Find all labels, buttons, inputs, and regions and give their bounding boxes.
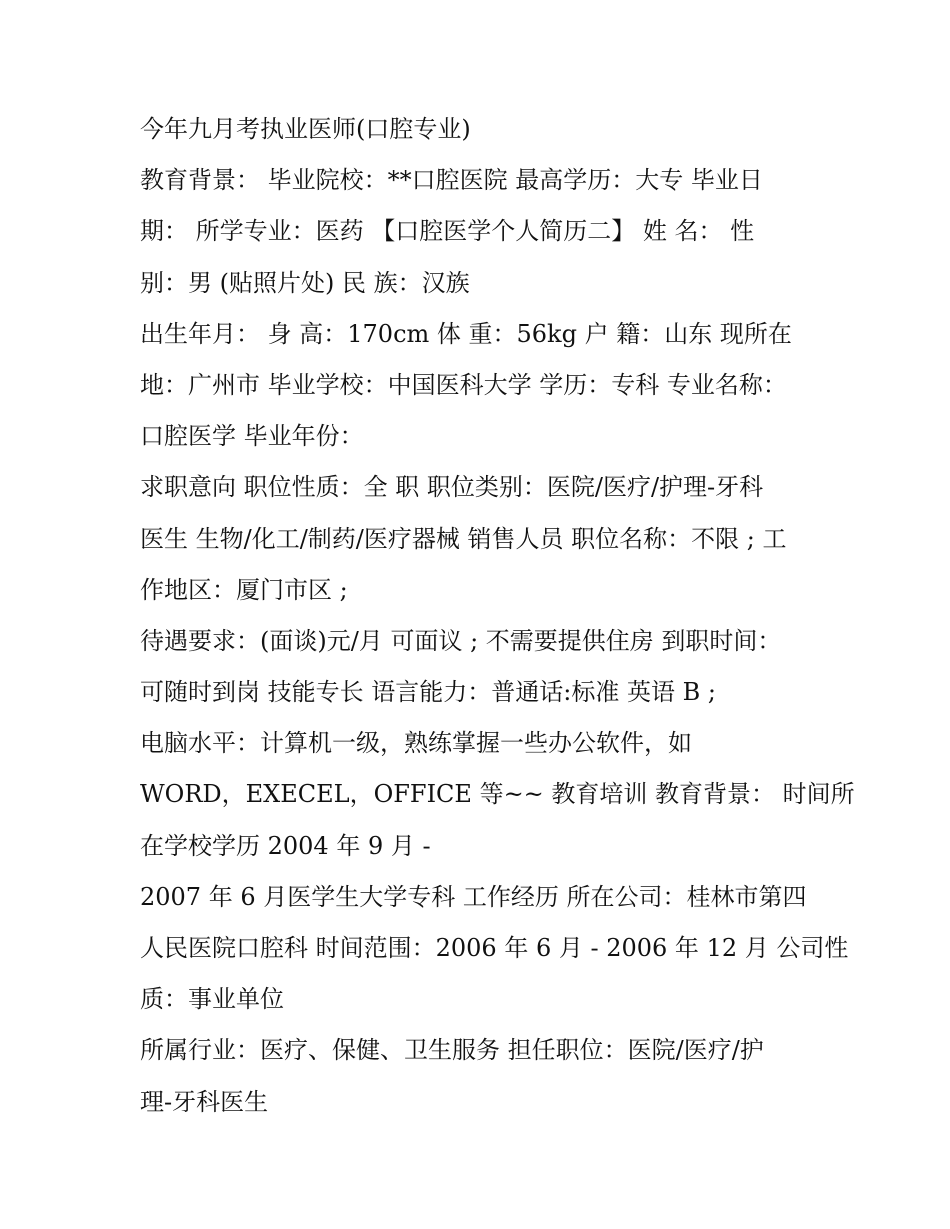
text-line-12: 可随时到岗 技能专长 语言能力：普通话:标准 英语 B ; [140, 678, 716, 707]
text-line-4: 别：男 (贴照片处) 民 族：汉族 [140, 268, 470, 297]
text-line-11: 待遇要求：(面谈)元/月 可面议 ; 不需要提供住房 到职时间： [140, 626, 782, 655]
text-line-3: 期： 所学专业：医药 【口腔医学个人简历二】 姓 名： 性 [140, 217, 755, 246]
text-line-17: 人民医院口腔科 时间范围：2006 年 6 月 - 2006 年 12 月 公司性 [140, 934, 849, 962]
text-line-9: 医生 生物/化工/制药/医疗器械 销售人员 职位名称：不限 ; 工 [140, 524, 787, 553]
text-line-14: WORD，EXECEL，OFFICE 等~~ 教育培训 教育背景： 时间所 [140, 780, 855, 809]
text-line-18: 质：事业单位 [140, 985, 284, 1014]
text-line-16: 2007 年 6 月医学生大学专科 工作经历 所在公司：桂林市第四 [140, 882, 807, 911]
text-line-13: 电脑水平：计算机一级，熟练掌握一些办公软件，如 [140, 729, 692, 758]
text-line-19: 所属行业：医疗、保健、卫生服务 担任职位：医院/医疗/护 [140, 1036, 764, 1065]
text-line-6: 地：广州市 毕业学校：中国医科大学 学历：专科 专业名称： [140, 370, 787, 399]
text-line-15: 在学校学历 2004 年 9 月 - [140, 831, 431, 860]
text-line-20: 理-牙科医生 [140, 1087, 269, 1116]
text-line-8: 求职意向 职位性质：全 职 职位类别：医院/医疗/护理-牙科 [140, 473, 764, 502]
text-line-2: 教育背景： 毕业院校：**口腔医院 最高学历：大专 毕业日 [140, 166, 763, 195]
resume-text-block [140, 104, 855, 1128]
text-line-5: 出生年月： 身 高：170cm 体 重：56kg 户 籍：山东 现所在 [140, 319, 792, 348]
text-line-1: 今年九月考执业医师(口腔专业) [140, 115, 471, 143]
text-line-10: 作地区：厦门市区 ; [140, 575, 348, 604]
text-line-7: 口腔医学 毕业年份： [140, 422, 364, 451]
